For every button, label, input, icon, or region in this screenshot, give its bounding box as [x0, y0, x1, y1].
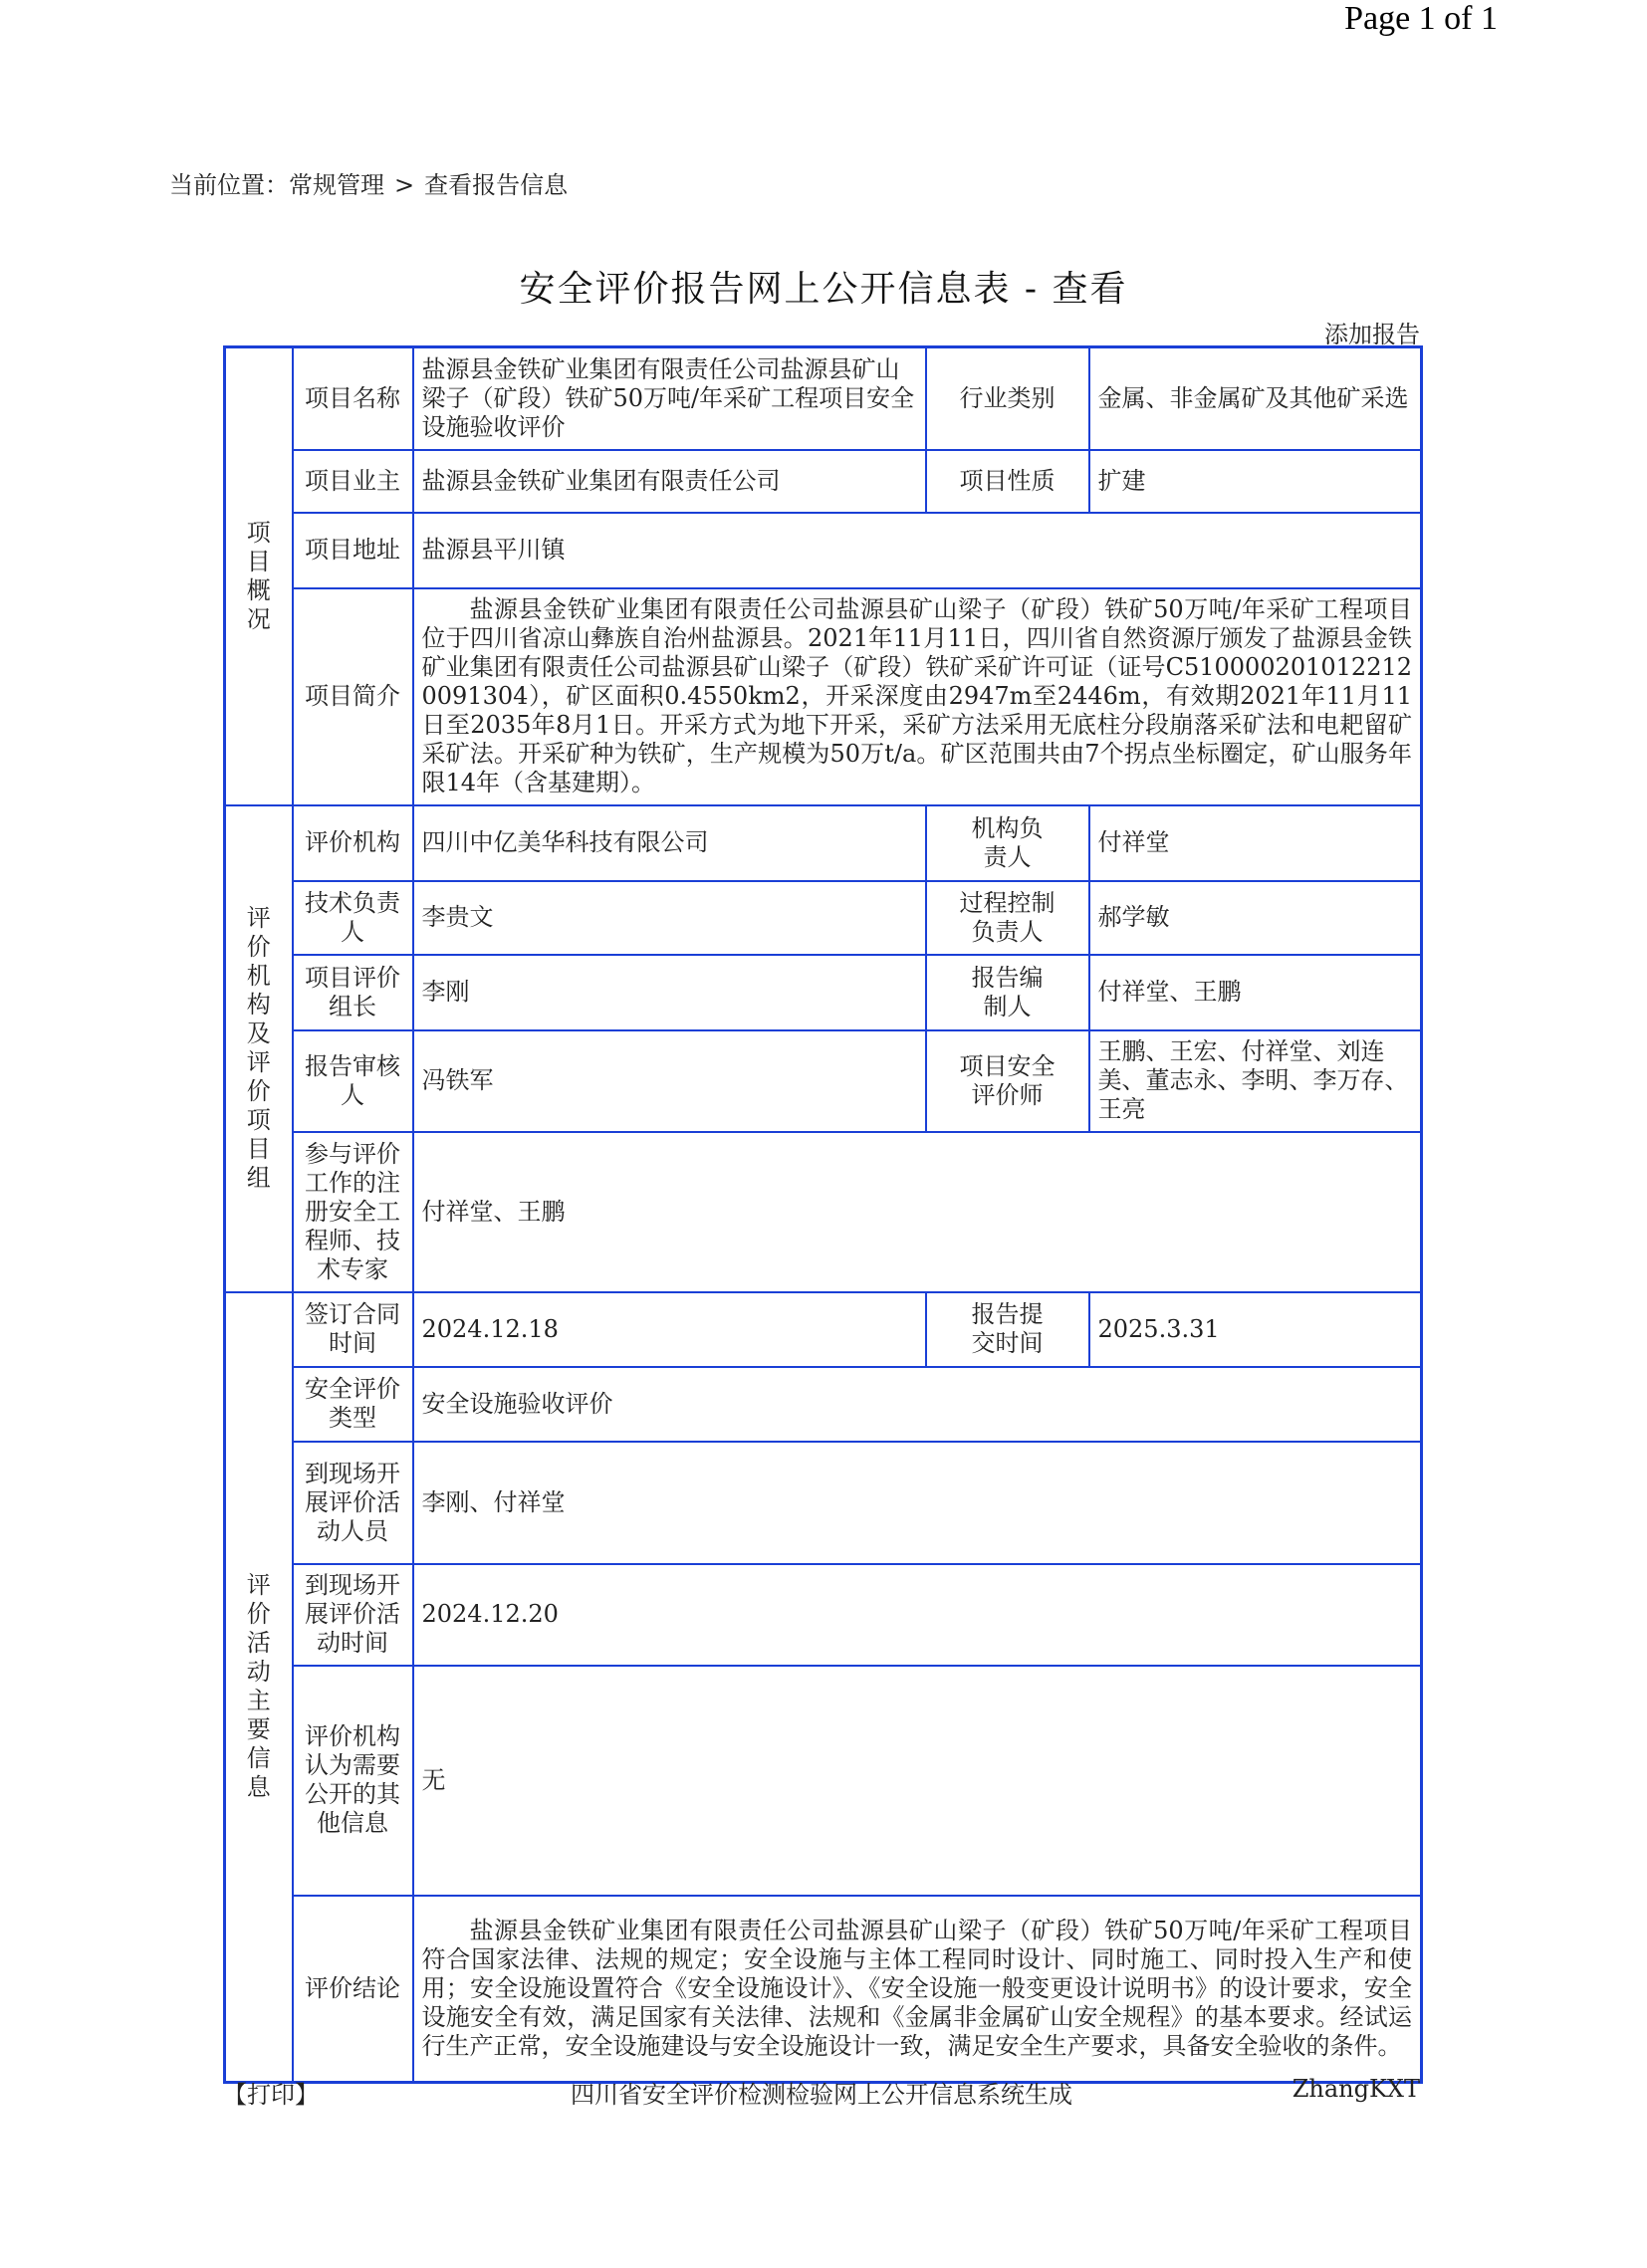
submit-date-value: 2025.3.31 [1089, 1292, 1422, 1367]
conclusion-label: 评价结论 [293, 1896, 413, 2083]
intro-value: 盐源县金铁矿业集团有限责任公司盐源县矿山梁子（矿段）铁矿50万吨/年采矿工程项目位于四川省凉山彝族自治州盐源县。2021年11月11日，四川省自然资源厅颁发了盐源县金铁矿业集团有限责任公司盐源县矿山梁子（矿段）铁矿采矿许可证（证号C5100002010122120091304），矿区面积0.4550km2，开采深度由2947m至2446m，有效期2021年11月11日至2035年8月1日。开采方式为地下开采，采矿方法采用无底柱分段崩落采矿法和电耙留矿采矿法。开采矿种为铁矿，生产规模为50万t/a。矿区范围共由7个拐点坐标圈定，矿山服务年限14年（含基建期）。 [413, 588, 1422, 805]
site-staff-label: 到现场开展评价活动人员 [293, 1442, 413, 1564]
process-head-label: 过程控制负责人 [926, 881, 1089, 955]
breadcrumb [169, 165, 568, 200]
breadcrumb-item-general[interactable]: 常规管理 [289, 171, 384, 199]
table-row [225, 805, 1422, 881]
address-label: 项目地址 [293, 513, 413, 588]
owner-label: 项目业主 [293, 450, 413, 513]
eval-type-value: 安全设施验收评价 [413, 1367, 1422, 1442]
table-row [225, 1367, 1422, 1442]
org-label: 评价机构 [293, 805, 413, 881]
table-row [225, 1442, 1422, 1564]
section-overview: 项目概况 [225, 347, 293, 805]
section-activity: 评价活动主要信息 [225, 1292, 293, 2083]
table-row [225, 1030, 1422, 1132]
eval-type-label: 安全评价类型 [293, 1367, 413, 1442]
other-info-value: 无 [413, 1666, 1422, 1896]
industry-label: 行业类别 [926, 347, 1089, 450]
table-row [225, 881, 1422, 955]
site-time-label: 到现场开展评价活动时间 [293, 1564, 413, 1666]
table-row [225, 450, 1422, 513]
assessors-label: 项目安全评价师 [926, 1030, 1089, 1132]
table-row [225, 1292, 1422, 1367]
report-author-value: 付祥堂、王鹏 [1089, 955, 1422, 1030]
footer [223, 2075, 1420, 2109]
assessors-value: 王鹏、王宏、付祥堂、刘连美、董志永、李明、李万存、王亮 [1089, 1030, 1422, 1132]
tech-head-value: 李贵文 [413, 881, 926, 955]
add-report-link[interactable]: 添加报告 [1324, 321, 1420, 348]
contract-date-value: 2024.12.18 [413, 1292, 926, 1367]
org-value: 四川中亿美华科技有限公司 [413, 805, 926, 881]
table-row [225, 1896, 1422, 2083]
breadcrumb-item-current: 查看报告信息 [424, 171, 569, 199]
report-author-label: 报告编制人 [926, 955, 1089, 1030]
reviewer-value: 冯铁军 [413, 1030, 926, 1132]
table-row [225, 513, 1422, 588]
print-link[interactable]: 【打印】 [223, 2081, 319, 2109]
table-row [225, 1666, 1422, 1896]
team-leader-value: 李刚 [413, 955, 926, 1030]
username: ZhangKXT [1292, 2075, 1420, 2103]
address-value: 盐源县平川镇 [413, 513, 1422, 588]
team-leader-label: 项目评价组长 [293, 955, 413, 1030]
project-name-value: 盐源县金铁矿业集团有限责任公司盐源县矿山梁子（矿段）铁矿50万吨/年采矿工程项目安全设施验收评价 [413, 347, 926, 450]
tech-head-label: 技术负责人 [293, 881, 413, 955]
table-row [225, 1564, 1422, 1666]
intro-label: 项目简介 [293, 588, 413, 805]
report-info-table [223, 345, 1423, 2084]
table-row [225, 955, 1422, 1030]
page-title: 安全评价报告网上公开信息表 - 查看 [519, 269, 1128, 310]
org-head-value: 付祥堂 [1089, 805, 1422, 881]
project-name-label: 项目名称 [293, 347, 413, 450]
system-generated-note: 四川省安全评价检测检验网上公开信息系统生成 [571, 2081, 1072, 2109]
owner-value: 盐源县金铁矿业集团有限责任公司 [413, 450, 926, 513]
submit-date-label: 报告提交时间 [926, 1292, 1089, 1367]
industry-value: 金属、非金属矿及其他矿采选 [1089, 347, 1422, 450]
org-head-label: 机构负责人 [926, 805, 1089, 881]
experts-label: 参与评价工作的注册安全工程师、技术专家 [293, 1132, 413, 1292]
site-staff-value: 李刚、付祥堂 [413, 1442, 1422, 1564]
table-row [225, 588, 1422, 805]
breadcrumb-prefix: 当前位置： [169, 171, 289, 199]
process-head-value: 郝学敏 [1089, 881, 1422, 955]
page-number: Page 1 of 1 [1344, 0, 1498, 37]
other-info-label: 评价机构认为需要公开的其他信息 [293, 1666, 413, 1896]
nature-value: 扩建 [1089, 450, 1422, 513]
table-row [225, 347, 1422, 450]
experts-value: 付祥堂、王鹏 [413, 1132, 1422, 1292]
site-time-value: 2024.12.20 [413, 1564, 1422, 1666]
table-row [225, 1132, 1422, 1292]
contract-date-label: 签订合同时间 [293, 1292, 413, 1367]
nature-label: 项目性质 [926, 450, 1089, 513]
section-agency: 评价机构及评价项目组 [225, 805, 293, 1292]
reviewer-label: 报告审核人 [293, 1030, 413, 1132]
breadcrumb-separator: > [394, 171, 415, 199]
conclusion-value: 盐源县金铁矿业集团有限责任公司盐源县矿山梁子（矿段）铁矿50万吨/年采矿工程项目符合国家法律、法规的规定；安全设施与主体工程同时设计、同时施工、同时投入生产和使用；安全设施设置符合《安全设施设计》、《安全设施一般变更设计说明书》的设计要求，安全设施安全有效，满足国家有关法律、法规和《金属非金属矿山安全规程》的基本要求。经试运行生产正常，安全设施建设与安全设施设计一致，满足安全生产要求，具备安全验收的条件。 [413, 1896, 1422, 2083]
